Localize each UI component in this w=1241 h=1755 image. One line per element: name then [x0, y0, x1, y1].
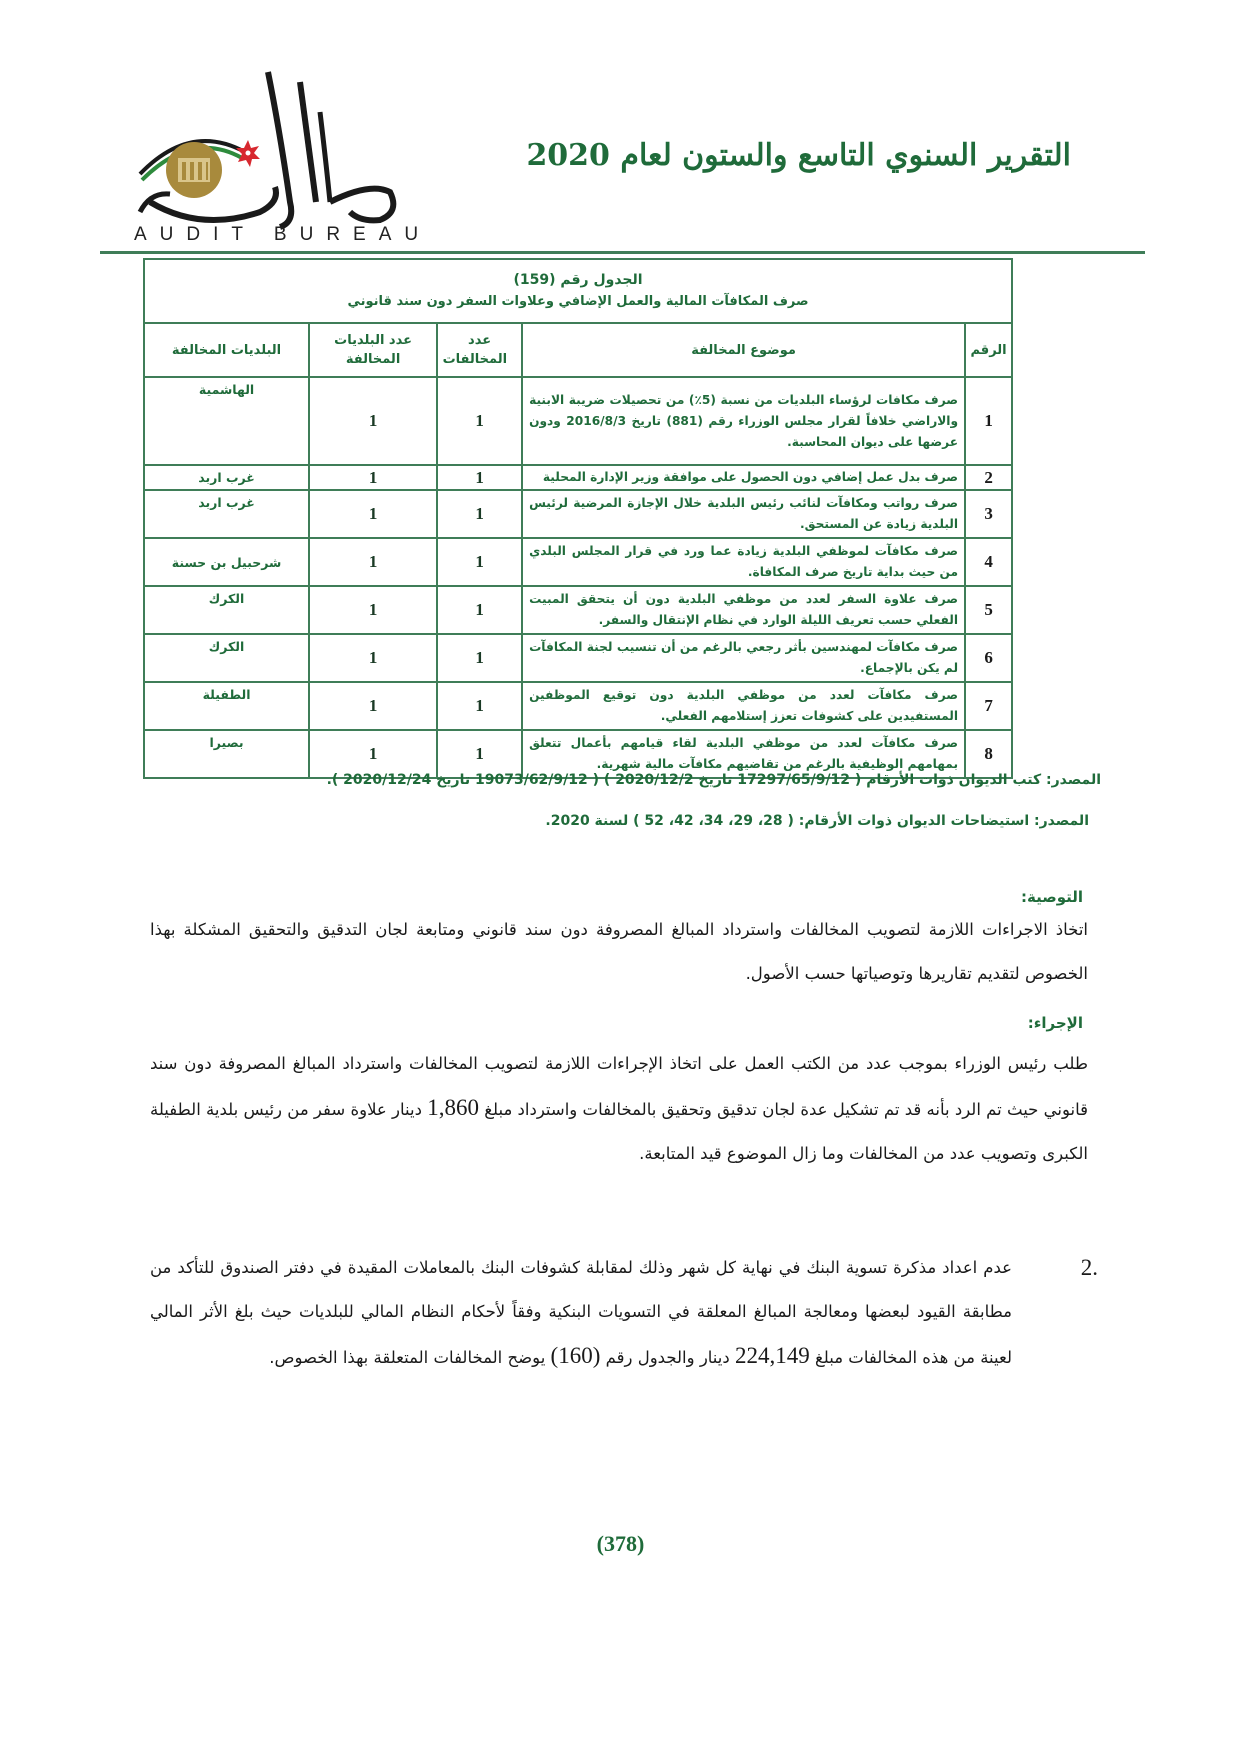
- row-subject: صرف مكافات لرؤساء البلديات من نسبة (5٪) من تحصيلات ضريبة الابنية والاراضي خلافاً لقرار مجلس الوزراء رقم (881) تاريخ 2016/8/3 ودون عرضها على ديوان المحاسبة.: [522, 377, 965, 465]
- point-2-table-ref: (160): [550, 1343, 601, 1368]
- row-subject: صرف رواتب ومكافآت لنائب رئيس البلدية خلال الإجازة المرضية لرئيس البلدية زيادة عن المستحق.: [522, 490, 965, 538]
- action-text: [150, 1042, 1088, 1176]
- row-municipalities-count: 1: [309, 465, 437, 490]
- table-header-row: [144, 323, 1012, 377]
- table-caption: [144, 259, 1012, 323]
- source-note-letters: المصدر: كتب الديوان ذوات الأرقام ( 17297/65/9/12 تاريخ 2020/12/2 ) ( 19073/62/9/12 تاريخ 2020/12/24 ).: [326, 772, 1101, 788]
- row-violations-count: 1: [437, 634, 522, 682]
- row-municipalities: غرب اربد: [144, 465, 309, 490]
- action-text-end: دينار علاوة سفر من رئيس بلدية الطفيلة الكبرى وتصويب عدد من المخالفات وما زال الموضوع قيد المتابعة.: [150, 1100, 1088, 1163]
- table-row: [144, 377, 1012, 465]
- table-title: صرف المكافآت المالية والعمل الإضافي وعلاوات السفر دون سند قانوني: [347, 294, 809, 309]
- row-municipalities-count: 1: [309, 377, 437, 465]
- row-violations-count: 1: [437, 730, 522, 778]
- row-violations-count: 1: [437, 538, 522, 586]
- row-subject: صرف مكافآت لعدد من موظفي البلدية لقاء قيامهم بأعمال تتعلق بمهامهم الوظيفية بالرغم من تقاضيهم مكافآت مالية شهرية.: [522, 730, 965, 778]
- row-violations-count: 1: [437, 465, 522, 490]
- row-municipalities: شرحبيل بن حسنة: [144, 538, 309, 586]
- row-municipalities-count: 1: [309, 490, 437, 538]
- column-header-subject: موضوع المخالفة: [522, 323, 965, 377]
- table-row: [144, 465, 1012, 490]
- row-number: 2: [965, 465, 1012, 490]
- table-row: [144, 682, 1012, 730]
- row-municipalities-count: 1: [309, 634, 437, 682]
- violations-table: [143, 258, 1011, 779]
- row-municipalities: الكرك: [144, 586, 309, 634]
- row-violations-count: 1: [437, 682, 522, 730]
- header-divider: [100, 251, 1145, 254]
- row-number: 4: [965, 538, 1012, 586]
- row-municipalities-count: 1: [309, 682, 437, 730]
- row-violations-count: 1: [437, 377, 522, 465]
- action-heading: الإجراء:: [1027, 1014, 1083, 1032]
- column-header-number: الرقم: [965, 323, 1012, 377]
- row-municipalities: الطفيلة: [144, 682, 309, 730]
- row-municipalities-count: 1: [309, 730, 437, 778]
- table-row: [144, 730, 1012, 778]
- row-number: 1: [965, 377, 1012, 465]
- row-subject: صرف مكافآت لموظفي البلدية زيادة عما ورد في قرار المجلس البلدي من حيث بداية تاريخ صرف المكافاة.: [522, 538, 965, 586]
- logo-english-name: AUDIT BUREAU: [134, 224, 432, 245]
- recommendation-text: اتخاذ الاجراءات اللازمة لتصويب المخالفات واسترداد المبالغ المصروفة دون سند قانوني ومتابعة لجان التدقيق والتحقيق المشكلة بهذا الخصوص لتقديم تقاريرها وتوصياتها حسب الأصول.: [150, 920, 1088, 983]
- row-municipalities: الهاشمية: [144, 377, 309, 465]
- table-row: [144, 634, 1012, 682]
- point-2-text-middle: دينار والجدول رقم: [605, 1348, 730, 1367]
- point-2-text: [150, 1246, 1012, 1380]
- point-2-amount: 224,149: [734, 1343, 810, 1368]
- row-subject: صرف بدل عمل إضافي دون الحصول على موافقة وزير الإدارة المحلية: [522, 465, 965, 490]
- row-municipalities-count: 1: [309, 586, 437, 634]
- row-subject: صرف مكافآت لعدد من موظفي البلدية دون توقيع الموظفين المستفيدين على كشوفات تعزز إستلامهم الفعلي.: [522, 682, 965, 730]
- row-number: 3: [965, 490, 1012, 538]
- action-amount: 1,860: [427, 1095, 479, 1120]
- column-header-municipalities-count: عدد البلديات المخالفة: [309, 323, 437, 377]
- report-title: التقرير السنوي التاسع والستون لعام 2020: [526, 138, 1071, 173]
- row-number: 5: [965, 586, 1012, 634]
- row-number: 7: [965, 682, 1012, 730]
- source-note-inquiries: المصدر: استيضاحات الديوان ذوات الأرقام: ( 28، 29، 34، 42، 52 ) لسنة 2020.: [545, 813, 1089, 829]
- row-subject: صرف علاوة السفر لعدد من موظفي البلدية دون أن يتحقق المبيت الفعلي حسب تعريف الليلة الوارد في نظام الإنتقال والسفر.: [522, 586, 965, 634]
- point-number: 2.: [1080, 1255, 1098, 1280]
- table-number: الجدول رقم (159): [513, 272, 643, 288]
- row-subject: صرف مكافآت لمهندسين بأثر رجعي بالرغم من أن تنسيب لجنة المكافآت لم يكن بالإجماع.: [522, 634, 965, 682]
- action-text-start: طلب رئيس الوزراء بموجب عدد من الكتب العمل على اتخاذ الإجراءات اللازمة لتصويب المخالفات واسترداد المبالغ المصروفة دون سند قانوني حيث تم الرد بأنه قد تم تشكيل عدة لجان تدقيق وتحقيق بالمخالفات واسترداد مبلغ: [150, 1054, 1089, 1119]
- row-municipalities-count: 1: [309, 538, 437, 586]
- row-municipalities: غرب اربد: [144, 490, 309, 538]
- point-2-text-start: عدم اعداد مذكرة تسوية البنك في نهاية كل شهر وذلك لمقابلة كشوفات البنك بالمعاملات المقيدة في دفتر الصندوق للتأكد من مطابقة القيود لبعضها ومعالجة المبالغ المعلقة في التسويات البنكية وفقاً لأحكام النظام المالي للبلديات حيث بلغ الأثر المالي لعينة من هذه المخالفات مبلغ: [150, 1258, 1012, 1367]
- row-number: 6: [965, 634, 1012, 682]
- table-row: [144, 538, 1012, 586]
- column-header-violations-count: عدد المخالفات: [437, 323, 522, 377]
- row-number: 8: [965, 730, 1012, 778]
- row-municipalities: بصيرا: [144, 730, 309, 778]
- column-header-municipalities: البلديات المخالفة: [144, 323, 309, 377]
- row-violations-count: 1: [437, 490, 522, 538]
- table-row: [144, 490, 1012, 538]
- point-2-text-end: يوضح المخالفات المتعلقة بهذا الخصوص.: [269, 1348, 546, 1367]
- page-number: (378): [596, 1531, 645, 1556]
- row-municipalities: الكرك: [144, 634, 309, 682]
- row-violations-count: 1: [437, 586, 522, 634]
- table-row: [144, 586, 1012, 634]
- recommendation-heading: التوصية:: [1020, 888, 1083, 906]
